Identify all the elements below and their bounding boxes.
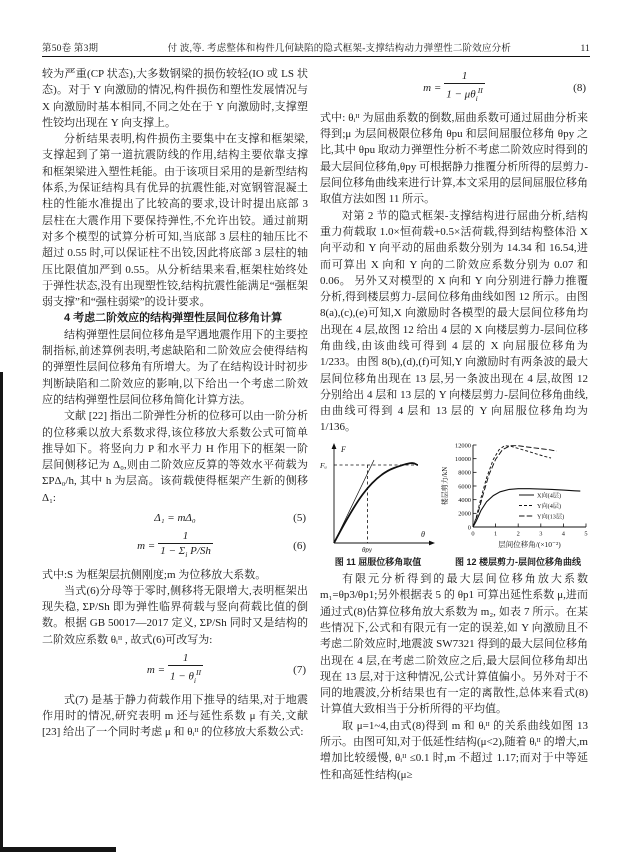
left-column: [42, 66, 308, 741]
formula-8: m = $\frac{1}{1 - \mu\theta_i^{II}}$ (8): [320, 70, 588, 106]
y-axis-label: F: [341, 444, 346, 454]
paragraph: 式(7) 是基于静力荷载作用下推导的结果,对于地震作用时的情况,研究表明 m 还与延性系数 μ 有关,文献 [23] 给出了一个同时考虑 μ 和 θᵢᴵᴵ 的位移放大系数公式:: [42, 693, 308, 739]
x-axis-title: 层间位移角/(×10⁻²): [498, 539, 561, 549]
paragraph: 有限元分析得到的最大层间位移角放大系数 m₁=θp3/θp1;另外根据表 5 的 θp1 可算出延性系数 μ,进而通过式(8)估算位移角放大系数为 m₂, 如表 7 所示。在某些情况下,公式和有限元有一定的误差,如 Y 向激励且不考虑二阶效应时,地震波 SW7321 得到的最大层间位移角出现在 4 层,在考虑二阶效应之后,最大层间位移角却出现在 13 层,对于这种情况,公式计算值偏小。另外对于不同的地震波,分析结果也有一定的离散性,总体来看式(8)计算值大致相当于分析所得的平均值。: [320, 573, 588, 716]
x-tick-label: 2: [516, 530, 520, 538]
formula-6: m = $\frac{1}{1 - \Sigma_i P/Sh}$ (6): [42, 530, 308, 562]
section-heading: 4 考虑二阶效应的结构弹塑性层间位移角计算: [64, 312, 283, 325]
x-tick-label: 1: [493, 530, 498, 538]
paragraph: 文献 [22] 指出二阶弹性分析的位移可以由一阶分析的位移乘以放大系数求得,该位移放大系数公式可简单推导如下。将竖向力 P 和水平力 H 作用下的框架一阶层间侧移记为 Δ₀,则由二阶效应反算的等效水平荷载为 ΣPΔ₀/h, 其中 h 为层高。该荷载使得框架产生新的侧移 Δ₁:: [42, 410, 308, 504]
running-title: 付 波,等. 考虑整体和构件几何缺陷的隐式框架-支撑结构动力弹塑性二阶效应分析: [167, 44, 512, 54]
y-tick-label: 0: [467, 524, 471, 532]
paragraph: 结构弹塑性层间位移角是罕遇地震作用下的主要控制指标,前述算例表明,考虑缺陷和二阶效应会使得结构的弹塑性层间位移角有所增大。为了在结构设计时初步判断缺陷和二阶效应的影响,以下给出一个考虑二阶效应的结构弹塑性层间位移角简化计算方法。: [42, 328, 308, 406]
series-line: [473, 488, 580, 526]
header-rule: [42, 56, 590, 57]
legend-label: X向(4层): [537, 492, 562, 500]
fraction: $\frac{1}{1 - \theta_i^{II}}$: [168, 652, 203, 688]
figure-11-caption: 图 11 屈服位移角取值: [334, 556, 422, 567]
paragraph: 式中: θᵢᴵᴵ 为屈曲系数的倒数,屈曲系数可通过屈曲分析来得到;μ 为层间极限位移角 θpu 和层间屈服位移角 θpy 之比,其中 θpu 取动力弹塑性分析不考虑二阶效应时得到的最大层间位移角,θpy 可根据静力推覆分析所得的层剪力-层间位移角曲线来进行计算,本文采用的层间屈服位移角取值方法如图 11 所示。: [320, 111, 588, 206]
y-tick-label: 4000: [458, 496, 471, 504]
y-tick-label: 6000: [458, 483, 471, 491]
y-tick-label: 10000: [455, 455, 471, 463]
x-tick-label: 5: [584, 530, 588, 538]
equation-number: (5): [293, 512, 306, 525]
formula-7: m = $\frac{1}{1 - \theta_i^{II}}$ (7): [42, 652, 308, 688]
fu-label: Fᵤ: [320, 460, 327, 470]
capacity-curve: [334, 463, 418, 543]
figure-row: [318, 439, 600, 570]
figure-11: [318, 439, 438, 570]
x-tick-label: 0: [471, 530, 475, 538]
fraction: $\frac{1}{1 - \Sigma_i P/Sh}$: [158, 530, 213, 562]
right-column: [320, 66, 588, 783]
legend-label: Y向(4层): [537, 502, 562, 510]
yield-drift-sketch: [318, 439, 438, 553]
yield-drift-label: θpy: [361, 545, 373, 553]
equation-number: (8): [573, 81, 586, 94]
y-tick-label: 2000: [458, 510, 471, 518]
legend-label: Y向(13层): [537, 513, 565, 521]
formula-5: Δ₁ = mΔ₀ (5): [42, 510, 308, 526]
figure-12-caption: 图 12 楼层剪力-层间位移角曲线: [454, 556, 581, 567]
y-tick-label: 8000: [458, 469, 471, 477]
fraction: $\frac{1}{1 - \mu\theta_i^{II}}$: [444, 70, 485, 106]
page-number: 11: [580, 44, 590, 54]
paragraph: 分析结果表明,构件损伤主要集中在支撑和框架梁,支撑起到了第一道抗震防线的作用,结构主要依靠支撑和框架梁进入塑性耗能。由于该项目采用的是新型结构体系,为保证结构具有优异的抗震性能,对宽钢管混凝土柱的性能水准提出了比较高的要求,设计时提出底部 3 层柱在大震作用下要保持弹性,不允许出铰。通过前期对多个模型的试算分析可知,当底部 3 层柱的轴压比不超过 0.55 时,可以保证柱不出铰,因此将底部 3 层柱的轴压比限值加严到 0.55。从分析结果来看,框架柱始终处于弹性状态,没有出现塑性铰,结构抗震性能满足“强框架弱支撑”和“强柱弱梁”的设计要求。: [42, 133, 308, 309]
equation-number: (7): [293, 663, 306, 676]
figure-12: [438, 439, 598, 570]
x-axis-label: θ: [421, 529, 425, 539]
paragraph: 取 μ=1~4,由式(8)得到 m 和 θᵢᴵᴵ 的关系曲线如图 13 所示。由图可知,对于低延性结构(μ<2),随着 θᵢᴵᴵ 的增大,m 增加比较缓慢, θᵢᴵᴵ ≤0.1 时,m 不超过 1.17;而对于中等延性和高延性结构(μ≥: [320, 719, 588, 781]
scan-artifact-left-edge: [0, 372, 3, 852]
volume-issue: 第50卷 第3期: [42, 44, 99, 54]
paragraph: 式中:S 为框架层抗侧刚度;m 为位移放大系数。: [42, 568, 267, 581]
paragraph: 较为严重(CP 状态),大多数钢梁的损伤较轻(IO 或 LS 状态)。对于 Y 向激励的情况,构件损伤和塑性发展情况与 X 向激励时基本相同,不同之处在于 Y 向激励时,支撑塑性铰均出现在 Y 向支撑上。: [42, 68, 308, 129]
y-axis-title: 楼层剪力/kN: [441, 466, 449, 506]
paragraph: 对第 2 节的隐式框架-支撑结构进行屈曲分析,结构重力荷载取 1.0×恒荷载+0.5×活荷载,得到结构整体沿 X 向平动和 Y 向平动的屈曲系数分别为 14.34 和 16.54,进而可算出 X 向和 Y 向的二阶效应系数分别为 0.07 和 0.06。 另外又对模型的 X 向和 Y 向分别进行静力推覆分析,得到楼层剪力-层间位移角曲线如图 12 所示。由图 8(a),(c),(e)可知,X 向激励时各模型的最大层间位移角均出现在 4 层,故图 12 给出 4 层的 X 向楼层剪力-层间位移角曲线,由该曲线可得到 4 层的 X 向屈服位移角为 1/233。由图 8(b),(d),(f)可知,Y 向激励时有两条波的最大层间位移角出现在 13 层,另一条波出现在 4 层,故图 12 分别给出 4 层和 13 层的 Y 向楼层剪力-层间位移角曲线,由曲线可得到 4 层和 13 层的 Y 向屈服位移角均为 1/136。: [320, 209, 588, 434]
shear-drift-chart: [438, 439, 598, 553]
secant-line: [334, 460, 374, 543]
page-header: [42, 40, 590, 54]
scan-artifact-bottom-edge: [0, 847, 116, 852]
x-tick-label: 4: [561, 530, 566, 538]
equation-number: (6): [293, 540, 306, 553]
x-tick-label: 3: [539, 530, 543, 538]
y-tick-label: 12000: [455, 442, 471, 450]
paragraph: 当式(6)分母等于零时,侧移将无限增大,表明框架出现失稳, ΣP/Sh 即为弹性临界荷载与竖向荷载比值的倒数。根据 GB 50017—2017 定义, ΣP/Sh 同时又是结构的二阶效应系数 θᵢᴵᴵ , 故式(6)可改写为:: [42, 584, 308, 646]
